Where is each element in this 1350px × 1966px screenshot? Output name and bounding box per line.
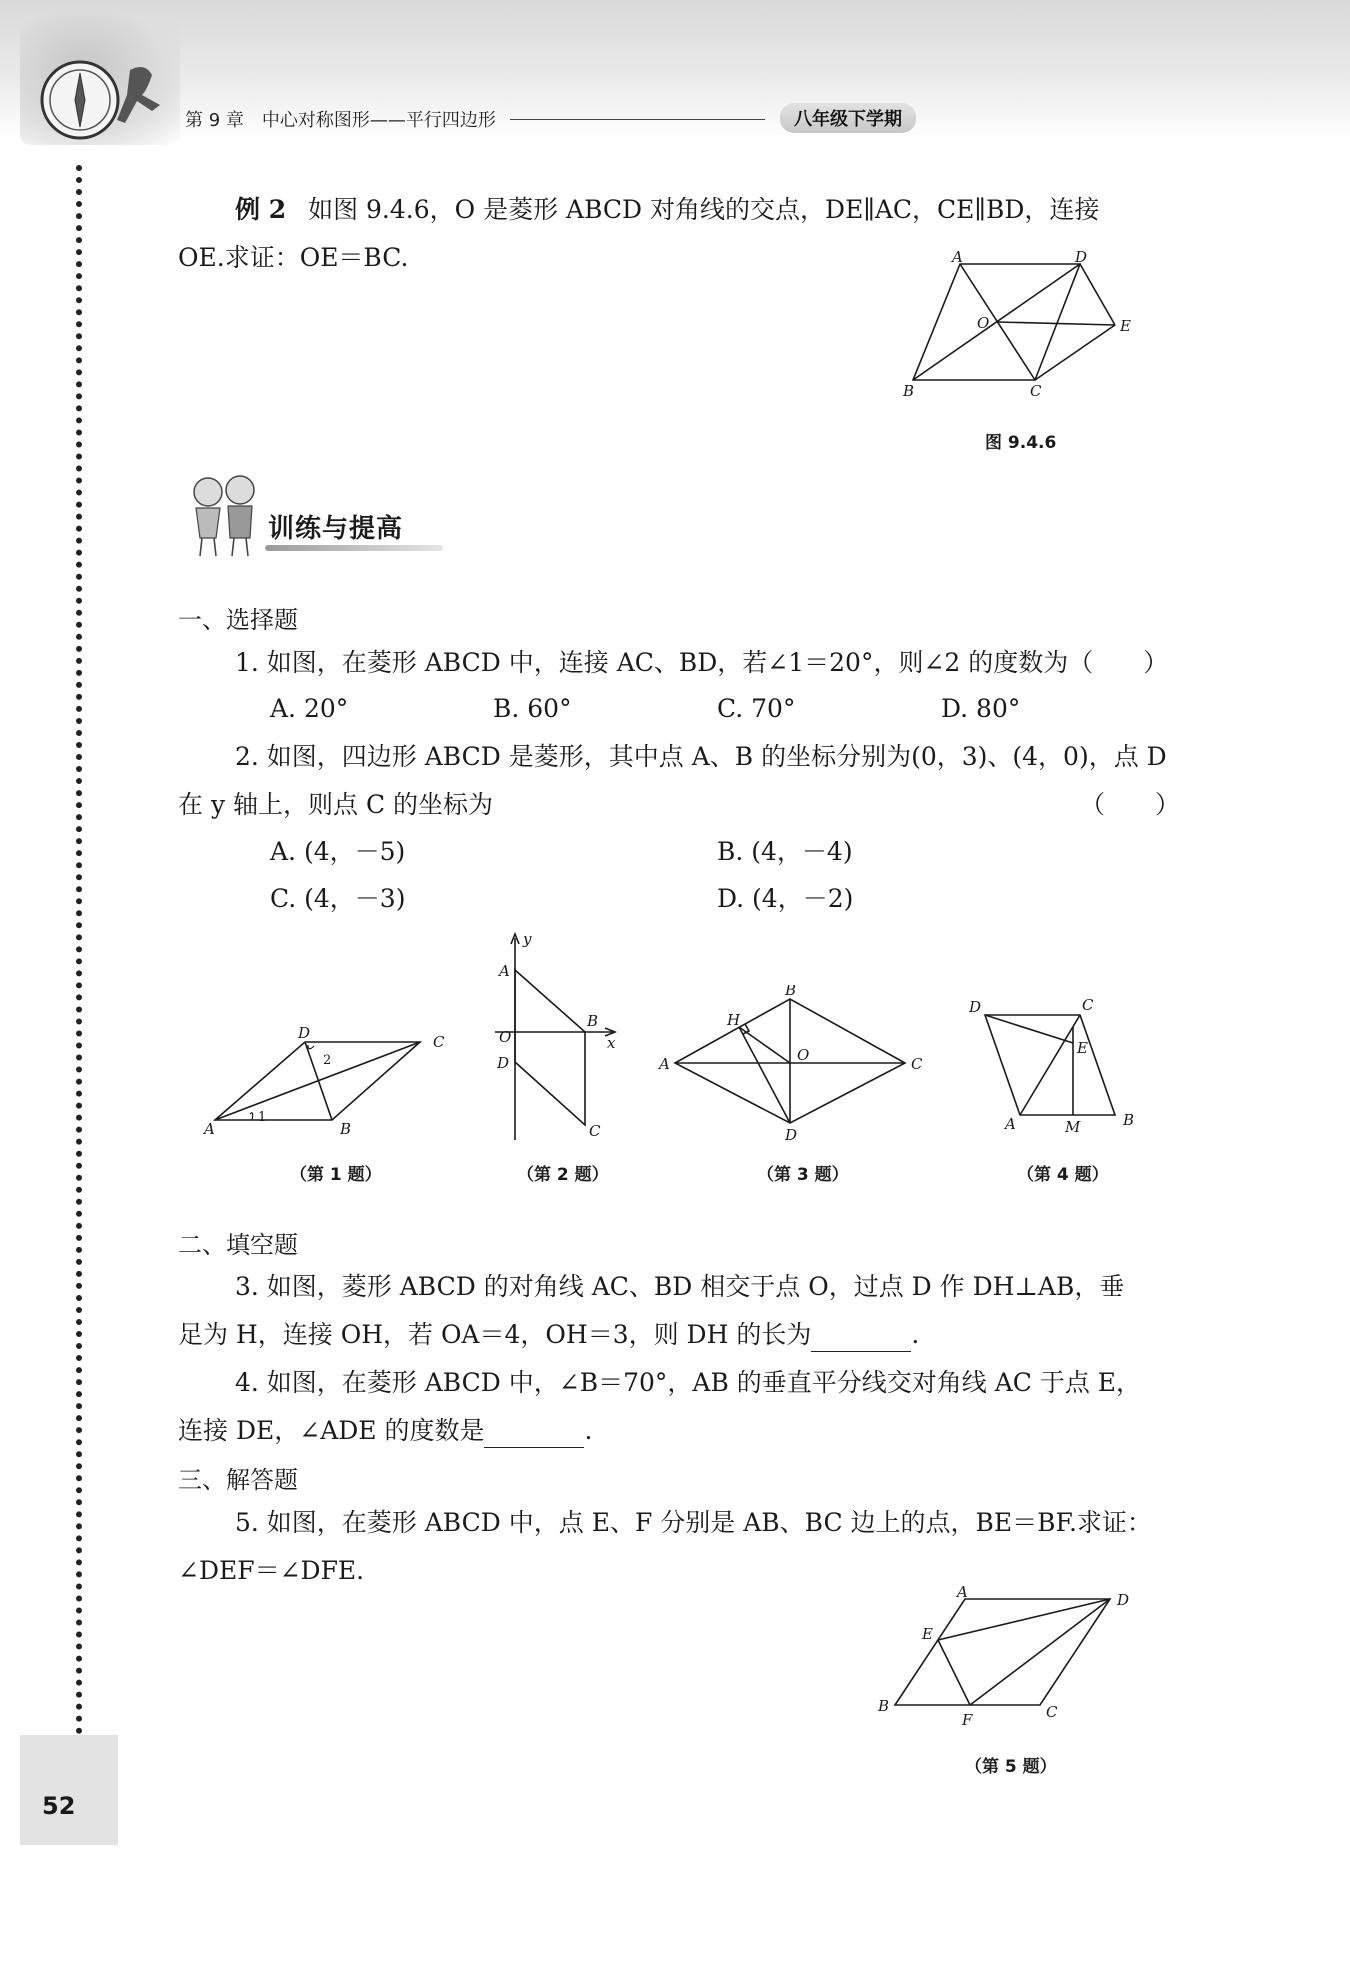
example2-text-line1: 如图 9.4.6，O 是菱形 ABCD 对角线的交点，DE∥AC，CE∥BD，连接 (308, 195, 1100, 224)
q1-text: 1. 如图，在菱形 ABCD 中，连接 AC、BD，若∠1＝20°，则∠2 的度数为（ ） (235, 648, 1169, 677)
q3-text-line1: 3. 如图，菱形 ABCD 的对角线 AC、BD 相交于点 O，过点 D 作 DH⊥AB，垂 (235, 1272, 1125, 1301)
q2-label-C: C (589, 1122, 601, 1140)
q5-label-C: C (1046, 1703, 1058, 1721)
caption-q2: （第 2 题） (517, 1165, 609, 1185)
figure-q1 (200, 1020, 460, 1140)
q5-label-A: A (957, 1585, 968, 1601)
diagonal-ac-q4 (1020, 1015, 1080, 1115)
label-B: B (903, 382, 915, 400)
label-A: A (952, 250, 963, 266)
caption-q4: （第 4 题） (1017, 1165, 1109, 1185)
page-number-box (20, 1735, 118, 1845)
segment-de-q4 (985, 1015, 1073, 1043)
diagonal-bd (913, 264, 1080, 380)
angle2-arc (308, 1045, 314, 1049)
q4-text-line2: 连接 DE，∠ADE 的度数是 (178, 1416, 485, 1445)
compass-runner-logo (35, 55, 175, 145)
q4-label-A: A (1005, 1115, 1016, 1133)
q2-text-line1: 2. 如图，四边形 ABCD 是菱形，其中点 A、B 的坐标分别为(0，3)、(4，0)，点 D (235, 742, 1167, 771)
q2-option-d: D. (4，－2) (717, 884, 854, 913)
page-number: 52 (42, 1792, 76, 1820)
figure-q5 (870, 1585, 1140, 1735)
section3-title: 三、解答题 (178, 1466, 298, 1494)
q2-label-y: y (523, 930, 532, 948)
q2-option-a: A. (4，－5) (270, 837, 406, 866)
q5-label-F: F (962, 1711, 973, 1729)
q3-text-line2: 足为 H，连接 OH，若 OA＝4，OH＝3，则 DH 的长为 (178, 1320, 812, 1349)
q1-label-C: C (433, 1033, 445, 1051)
q5-label-E: E (922, 1625, 933, 1643)
q4-label-M: M (1065, 1118, 1081, 1136)
figure-q4 (965, 995, 1150, 1140)
q4-label-B: B (1123, 1111, 1135, 1129)
q4-label-E: E (1077, 1039, 1088, 1057)
angle1-arc (250, 1113, 253, 1120)
q1-label-B: B (340, 1120, 352, 1138)
q3-label-O: O (797, 1046, 810, 1064)
training-title: 训练与提高 (268, 514, 404, 544)
label-E: E (1120, 317, 1131, 335)
segment-ce (1035, 325, 1115, 380)
q2-label-O: O (499, 1028, 512, 1046)
label-D: D (1075, 250, 1088, 266)
segment-dh (739, 1027, 790, 1123)
q4-label-C: C (1082, 996, 1094, 1014)
q2-label-A: A (499, 962, 510, 980)
q5-label-D: D (1117, 1591, 1130, 1609)
q4-text-line1: 4. 如图，在菱形 ABCD 中，∠B＝70°，AB 的垂直平分线交对角线 AC 于点 E， (235, 1368, 1142, 1397)
header-rule (510, 119, 765, 120)
section1-title: 一、选择题 (178, 606, 298, 634)
grade-label: 八年级下学期 (780, 103, 916, 133)
q3-text-line2-row: 足为 H，连接 OH，若 OA＝4，OH＝3，则 DH 的长为 . (178, 1318, 919, 1352)
q4-text-line2-row: 连接 DE，∠ADE 的度数是 . (178, 1414, 592, 1448)
q1-option-d: D. 80° (941, 694, 1021, 723)
q3-label-C: C (911, 1055, 923, 1073)
q1-option-c: C. 70° (717, 694, 796, 723)
q5-label-B: B (878, 1697, 890, 1715)
q1-label-angle1: 1 (258, 1110, 267, 1125)
rhombus-q5 (895, 1599, 1110, 1705)
q3-label-A: A (659, 1055, 670, 1073)
figure-q2 (485, 930, 635, 1145)
q1-option-b: B. 60° (493, 694, 572, 723)
q1-label-angle2: 2 (323, 1053, 332, 1068)
q2-answer-paren: （ ） (1080, 790, 1181, 819)
caption-q5: （第 5 题） (965, 1757, 1057, 1777)
q2-option-c: C. (4，－3) (270, 884, 406, 913)
chapter-title: 第 9 章 中心对称图形——平行四边形 (185, 110, 496, 131)
margin-dotted-line (76, 165, 82, 1735)
section2-title: 二、填空题 (178, 1231, 298, 1259)
q2-option-b: B. (4，－4) (717, 837, 853, 866)
q1-label-D: D (298, 1024, 311, 1042)
q2-label-x: x (607, 1034, 616, 1052)
figure-9-4-6 (895, 250, 1145, 405)
example2-text-line2: OE.求证：OE＝BC. (178, 243, 409, 272)
segment-ef-q5 (938, 1640, 970, 1705)
q2-label-D: D (497, 1054, 510, 1072)
example2-label: 例 2 (235, 195, 287, 224)
q1-label-A: A (204, 1120, 215, 1138)
diagonal-ac-q1 (215, 1042, 420, 1120)
q1-option-a: A. 20° (270, 694, 349, 723)
q5-text-line1: 5. 如图，在菱形 ABCD 中，点 E、F 分别是 AB、BC 边上的点，BE＝BF.求证： (235, 1508, 1152, 1537)
example2-line1 (235, 193, 1099, 227)
q3-label-B: B (785, 985, 797, 999)
training-title-underline (265, 545, 443, 551)
figure-9-4-6-caption: 图 9.4.6 (985, 433, 1057, 453)
kids-illustration-icon (180, 470, 270, 560)
q5-text-line2: ∠DEF＝∠DFE. (178, 1556, 365, 1585)
rhombus-q2 (515, 970, 585, 1125)
q4-label-D: D (969, 998, 982, 1016)
figure-q3 (655, 985, 940, 1145)
label-O: O (977, 314, 990, 332)
q4-answer-blank[interactable] (484, 1421, 584, 1448)
caption-q3: （第 3 题） (757, 1165, 849, 1185)
segment-de (1080, 264, 1115, 325)
label-C: C (1030, 382, 1042, 400)
caption-q1: （第 1 题） (290, 1165, 382, 1185)
q2-label-B: B (587, 1012, 599, 1030)
q2-text-line2: 在 y 轴上，则点 C 的坐标为 (178, 790, 494, 819)
q3-answer-blank[interactable] (811, 1325, 911, 1352)
q3-label-D: D (785, 1126, 798, 1144)
q3-label-H: H (727, 1011, 741, 1029)
